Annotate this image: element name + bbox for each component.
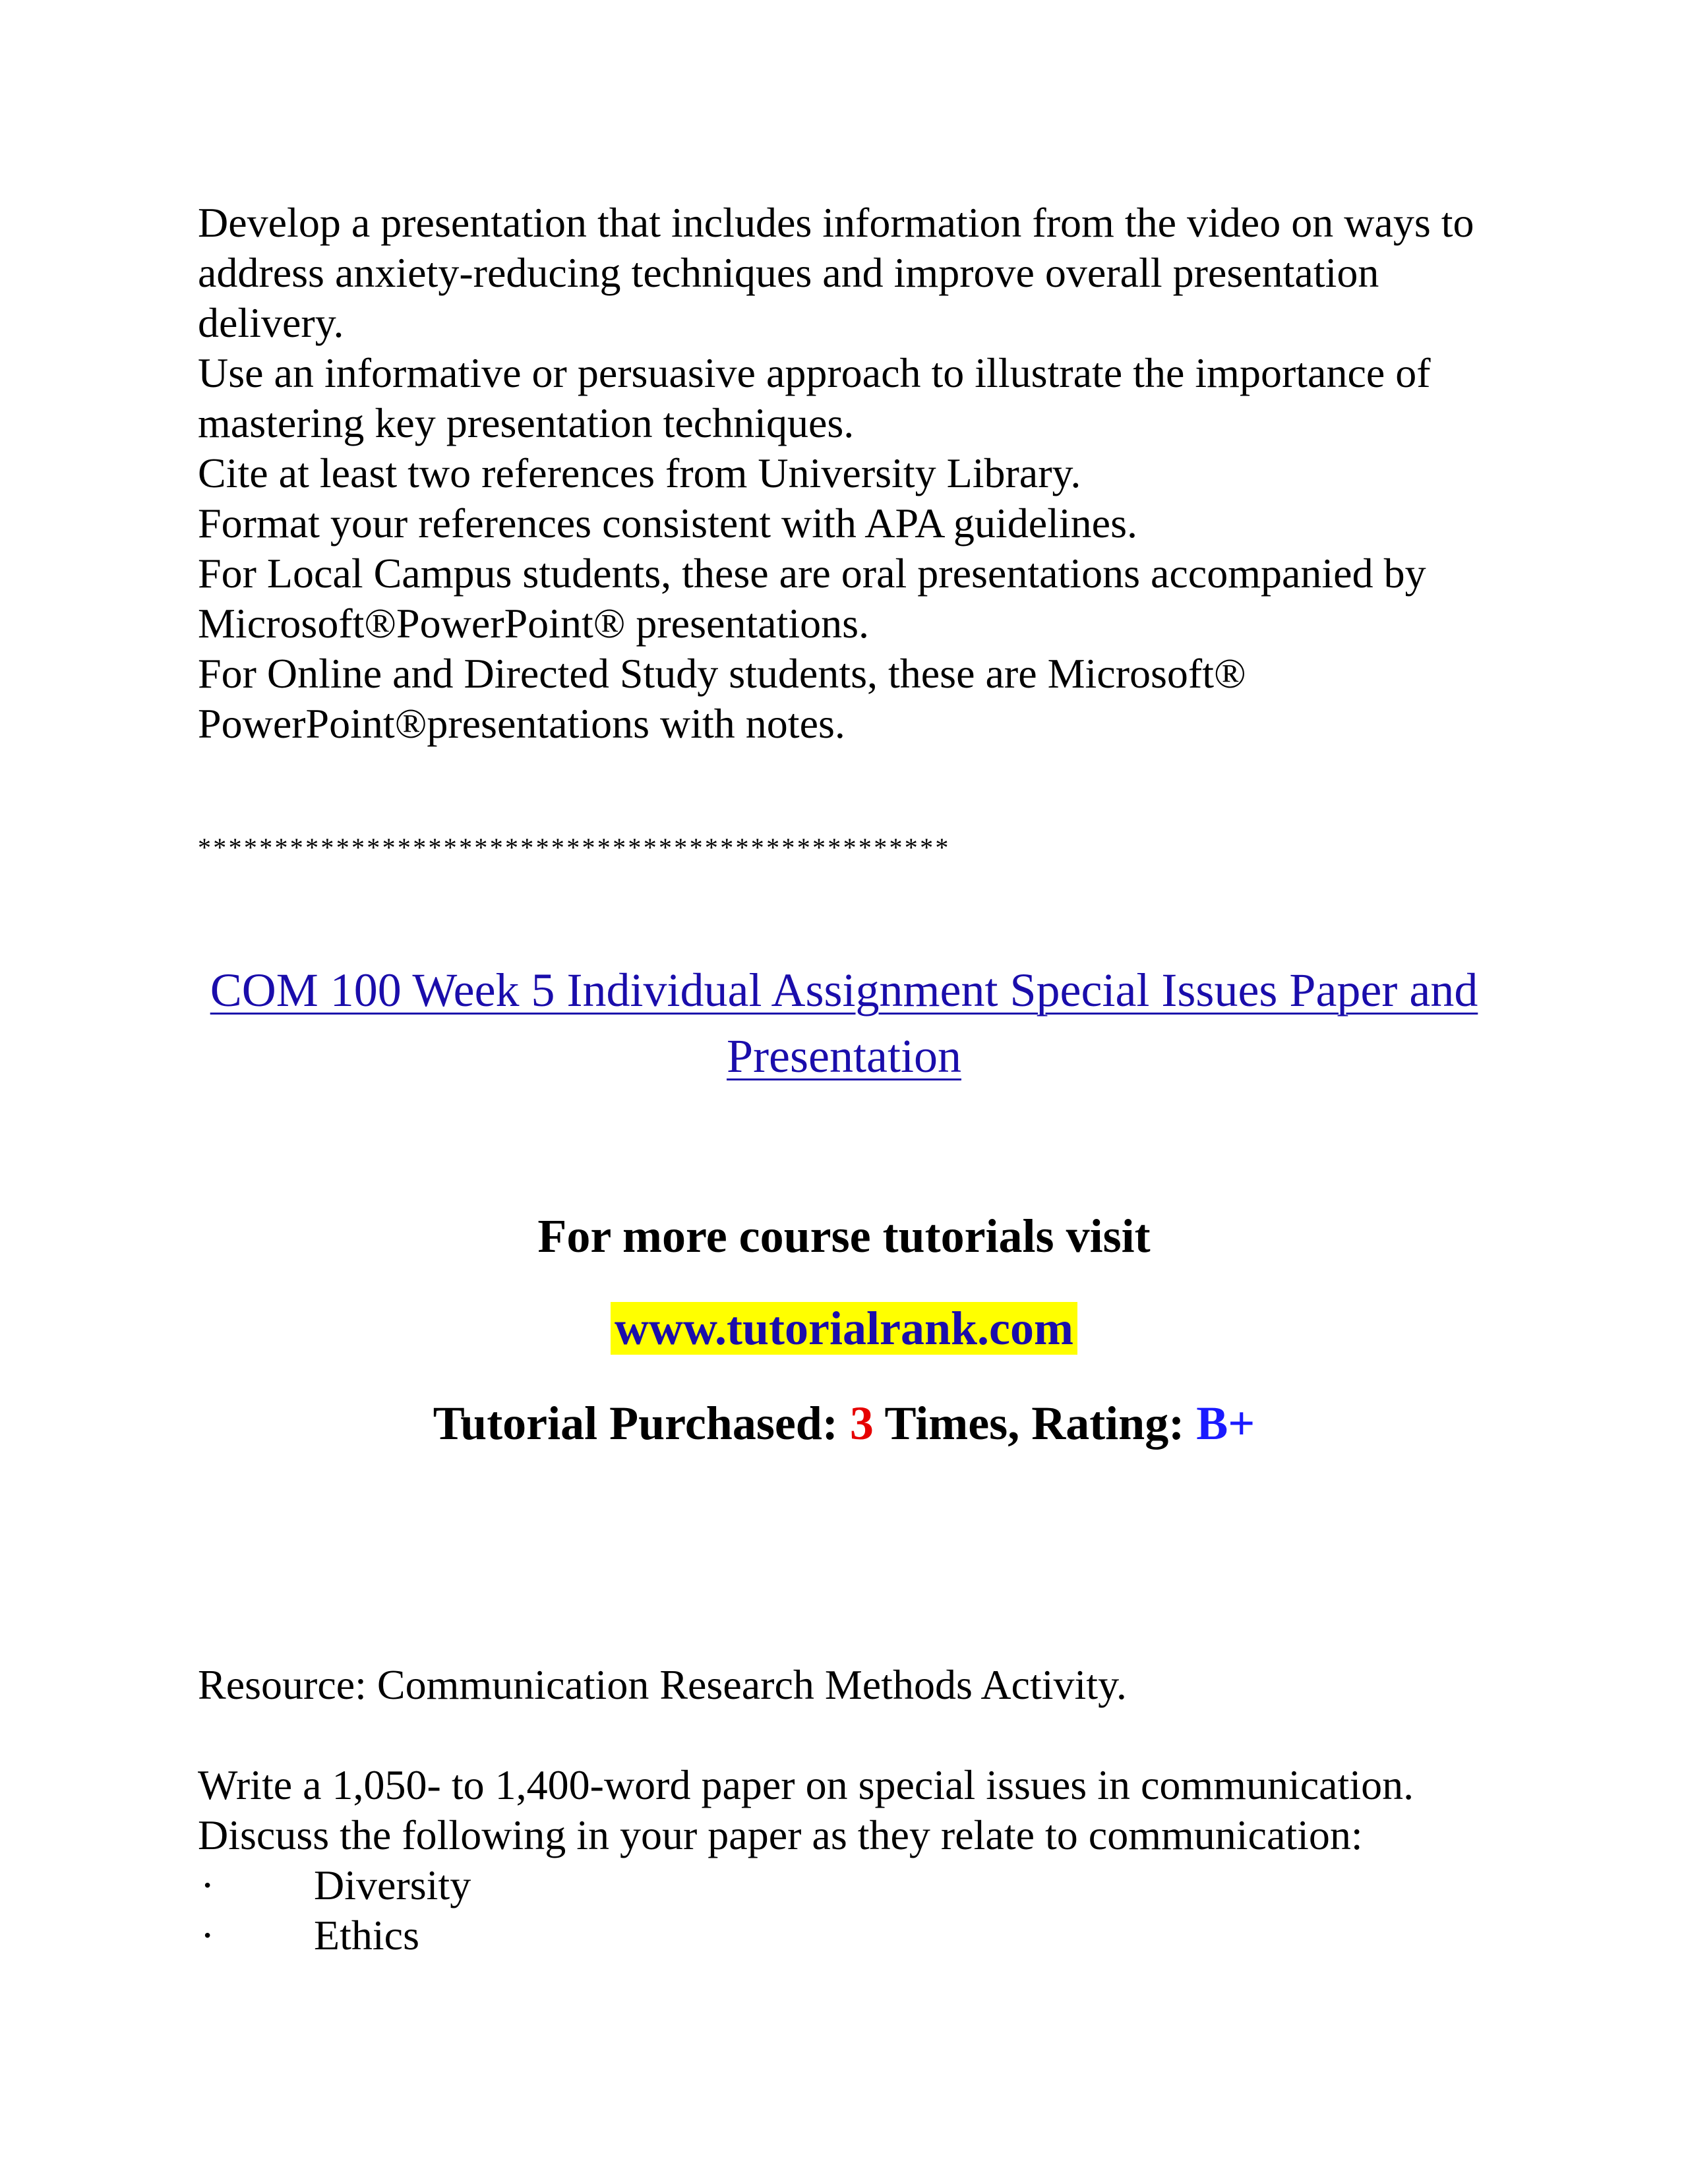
assignment-line: Discuss the following in your paper as they relate to communication: xyxy=(198,1812,1363,1858)
asterisk-divider: ************************************************* xyxy=(198,833,951,862)
bullet-text: Ethics xyxy=(314,1912,419,1959)
promo-heading: For more course tutorials visit xyxy=(537,1210,1151,1262)
bullet-symbol: · xyxy=(200,1912,215,1959)
purchased-count: 3 xyxy=(849,1397,874,1450)
instruction-line: Use an informative or persuasive approach to illustrate the importance of mastering key presentation techniques. xyxy=(198,349,1431,446)
bullet-item xyxy=(198,1910,1503,1961)
assignment-description xyxy=(198,1760,1503,1961)
rating-value: B+ xyxy=(1196,1397,1255,1450)
instruction-line: For Local Campus students, these are oral presentations accompanied by Microsoft®PowerPoint® presentations. xyxy=(198,550,1426,647)
intro-instructions xyxy=(198,198,1503,749)
bullet-item xyxy=(198,1860,1503,1910)
promo-site-line xyxy=(0,1300,1688,1357)
instruction-line: For Online and Directed Study students, these are Microsoft® PowerPoint®presentations with notes. xyxy=(198,650,1246,747)
purchase-stats xyxy=(0,1395,1688,1452)
purchased-label: Tutorial Purchased: xyxy=(433,1397,850,1450)
instruction-line: Format your references consistent with APA guidelines. xyxy=(198,500,1137,546)
instruction-line: Cite at least two references from University Library. xyxy=(198,450,1081,496)
bullet-symbol: · xyxy=(200,1862,215,1908)
assignment-line: Write a 1,050- to 1,400-word paper on special issues in communication. xyxy=(198,1761,1414,1808)
resource-line: Resource: Communication Research Methods Activity. xyxy=(198,1661,1127,1708)
assignment-title-link[interactable]: COM 100 Week 5 Individual Assignment Special Issues Paper and Presentation xyxy=(210,964,1478,1082)
bullet-text: Diversity xyxy=(314,1862,471,1908)
tutorial-site-link[interactable]: www.tutorialrank.com xyxy=(611,1302,1077,1355)
instruction-line: Develop a presentation that includes information from the video on ways to address anxiety-reducing techniques and improve overall presentation delivery. xyxy=(198,199,1474,346)
times-rating-label: Times, Rating: xyxy=(873,1397,1197,1450)
